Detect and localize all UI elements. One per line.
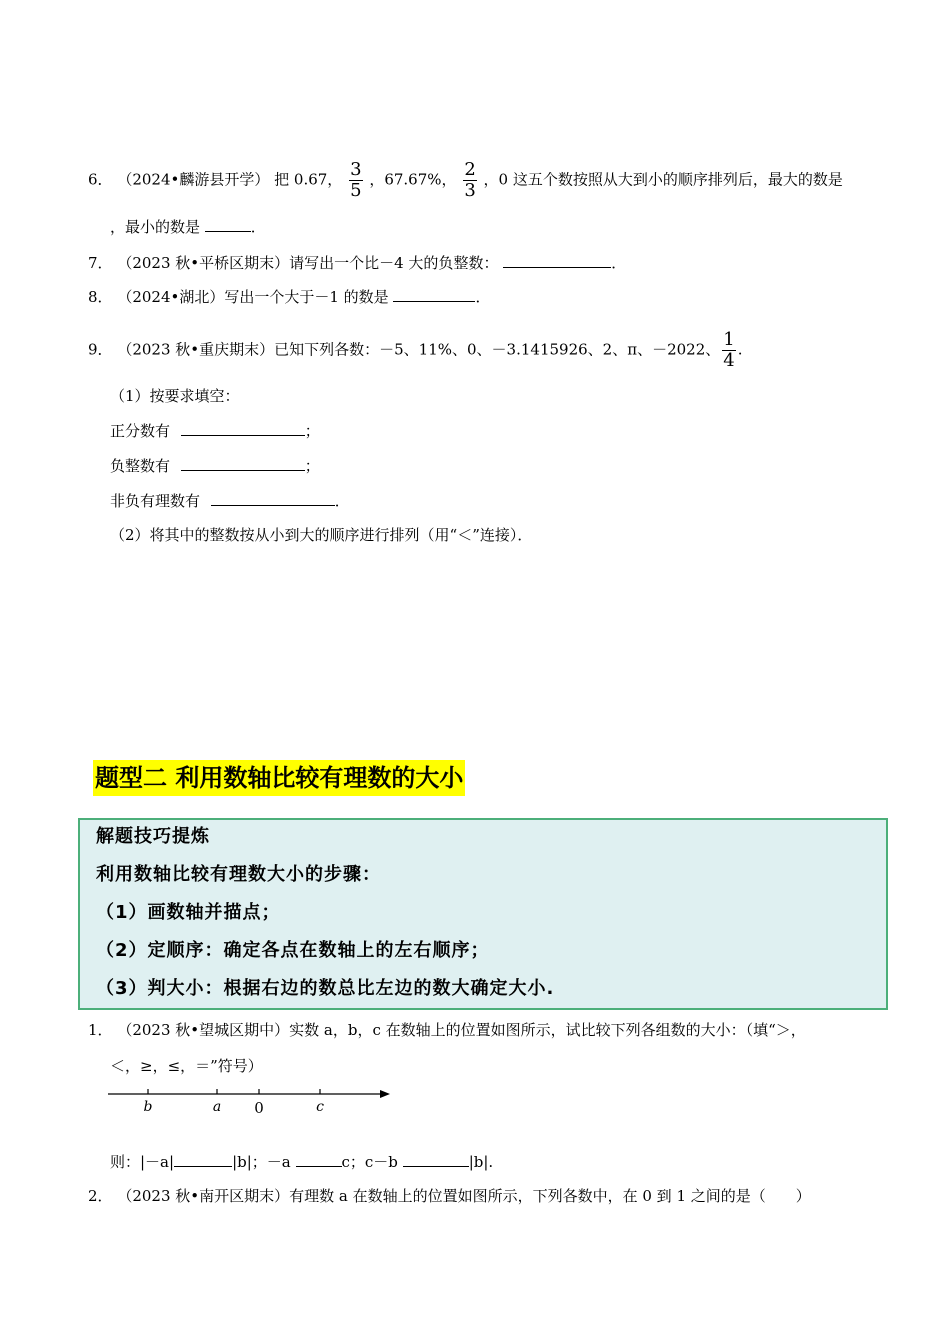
problem-1-answer [110, 1152, 493, 1172]
answer-blank[interactable] [174, 1152, 232, 1167]
problem-2 [88, 1186, 811, 1206]
negative-integer-row [110, 456, 320, 476]
question-text: 实数 a，b，c 在数轴上的位置如图所示，试比较下列各组数的大小：（填“＞， [289, 1021, 806, 1039]
question-source: （2024•湖北） [117, 288, 225, 306]
punctuation: ； [304, 457, 320, 475]
question-text: 写出一个大于－1 的数是 [224, 288, 389, 306]
answer-text: |b|；－a [232, 1153, 291, 1171]
punctuation: ． [250, 218, 266, 236]
answer-blank[interactable] [181, 456, 305, 471]
fraction-1-4: $\frac{1}{4}$ [723, 329, 735, 371]
tips-step-3: （3）判大小：根据右边的数总比左边的数大确定大小. [96, 978, 555, 999]
fraction-3-5: $\frac{3}{5}$ [350, 159, 362, 201]
answer-blank[interactable] [403, 1152, 469, 1167]
punctuation: . [737, 340, 743, 359]
label-a: a [212, 1099, 222, 1115]
question-text: 已知下列各数：－5、11%、0、－3.1415926、2、π、－2022、 [274, 340, 721, 359]
question-number: 9． [88, 340, 113, 359]
section-title: 题型二 利用数轴比较有理数的大小 [93, 760, 465, 796]
question-text: ，67.67%， [369, 170, 457, 189]
question-6-line2 [110, 217, 266, 237]
question-number: 8． [88, 288, 113, 306]
nonnegative-rational-row [110, 491, 350, 511]
question-source: （2023 秋•南开区期末） [117, 1187, 290, 1205]
label-0: 0 [254, 1099, 264, 1117]
question-source: （2023 秋•平桥区期末） [117, 254, 290, 272]
tips-heading: 解题技巧提炼 [96, 826, 210, 847]
fraction-2-3: $\frac{2}{3}$ [464, 159, 476, 201]
question-source: （2023 秋•望城区期中） [117, 1021, 290, 1039]
question-6 [88, 160, 843, 201]
question-8 [88, 287, 490, 307]
question-text: 有理数 a 在数轴上的位置如图所示，下列各数中，在 0 到 1 之间的是（ ） [289, 1187, 811, 1205]
punctuation: ． [334, 492, 350, 510]
question-7 [88, 253, 626, 273]
tips-step-2: （2）定顺序：确定各点在数轴上的左右顺序； [96, 940, 490, 961]
question-9-part1: （1）按要求填空： [110, 387, 240, 405]
row-label: 非负有理数有 [110, 492, 201, 510]
tips-step-1: （1）画数轴并描点； [96, 902, 281, 923]
answer-blank[interactable] [211, 491, 335, 506]
question-source: （2024•麟游县开学） [117, 170, 270, 189]
answer-blank[interactable] [503, 253, 611, 268]
label-c: c [316, 1099, 324, 1115]
answer-text: 则：|－a| [110, 1153, 175, 1171]
answer-blank[interactable] [296, 1152, 342, 1167]
question-9-part2: （2）将其中的整数按从小到大的顺序进行排列（用“＜”连接）． [110, 526, 533, 544]
question-number: 2． [88, 1187, 113, 1205]
answer-blank[interactable] [205, 217, 251, 232]
answer-text: c；c－b [341, 1153, 398, 1171]
positive-fraction-row [110, 421, 320, 441]
question-text: ，最小的数是 [110, 218, 201, 236]
punctuation: ； [304, 422, 320, 440]
question-text: 把 0.67， [274, 170, 343, 189]
question-source: （2023 秋•重庆期末） [117, 340, 275, 359]
answer-blank[interactable] [181, 421, 305, 436]
number-line-figure [106, 1084, 406, 1124]
question-number: 6． [88, 170, 113, 189]
tips-step-intro: 利用数轴比较有理数大小的步骤： [96, 864, 381, 885]
punctuation: ． [611, 254, 627, 272]
problem-1 [88, 1020, 806, 1040]
tips-box [78, 818, 888, 1010]
label-b: b [143, 1099, 153, 1115]
answer-blank[interactable] [393, 287, 475, 302]
question-number: 1． [88, 1021, 113, 1039]
question-text: 请写出一个比－4 大的负整数： [289, 254, 499, 272]
question-9 [88, 330, 742, 371]
question-number: 7． [88, 254, 113, 272]
problem-1-line2: ＜，≥，≤，＝”符号） [110, 1057, 263, 1075]
punctuation: ． [475, 288, 491, 306]
row-label: 正分数有 [110, 422, 171, 440]
axis-arrow-icon [380, 1090, 390, 1098]
answer-text: |b|. [468, 1153, 494, 1171]
row-label: 负整数有 [110, 457, 171, 475]
question-text: ，0 这五个数按照从大到小的顺序排列后，最大的数是 [483, 170, 843, 189]
